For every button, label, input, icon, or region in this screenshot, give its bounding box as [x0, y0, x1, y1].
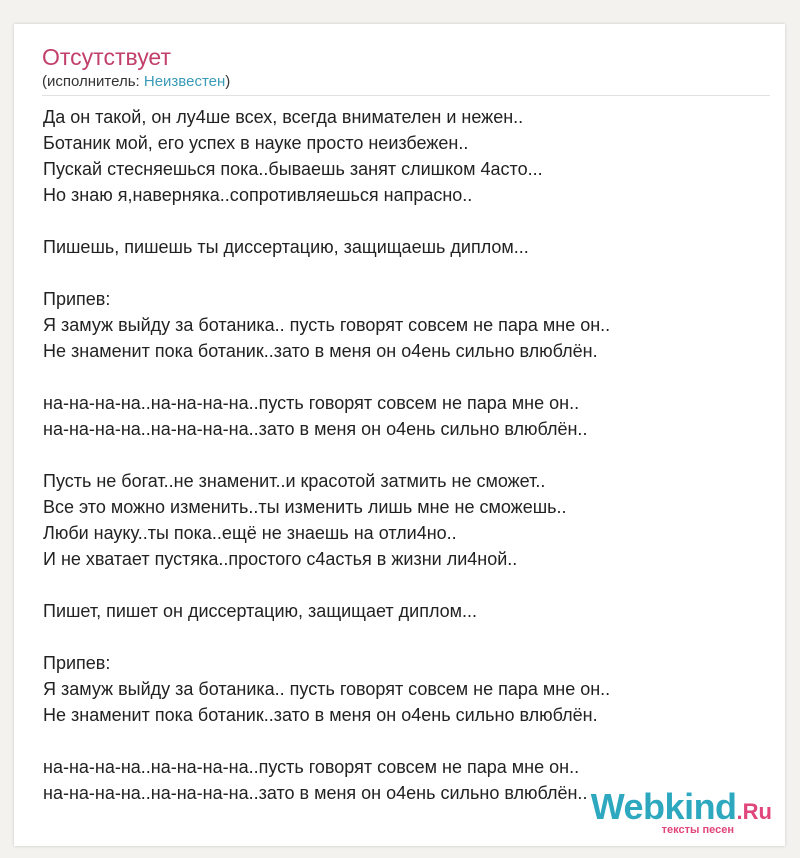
song-title: Отсутствует: [42, 44, 171, 70]
header-divider: [42, 95, 770, 96]
brand-tagline: тексты песен: [661, 824, 734, 836]
artist-link[interactable]: Неизвестен: [143, 73, 226, 90]
lyrics-text: Да он такой, он лу4ше всех, всегда внимателен и нежен.. Ботаник мой, его успех в науке просто неизбежен.. Пускай стесняешься пока..бываешь занят слишком 4асто... Но знаю я,наверняка..сопротивляешься напрасно.. Пишешь, пишешь ты диссертацию, защищаешь диплом... Припев: Я замуж выйду за ботаника.. пусть говорят совсем не пара мне он.. Не знаменит пока ботаник..зато в меня он о4ень сильно влюблён. на-на-на-на..на-на-на-на..пусть говорят совсем не пара мне он.. на-на-на-на..на-на-на-на..зато в меня он о4ень сильно влюблён.. Пусть не богат..не знаменит..и красотой затмить не сможет.. Все это можно изменить..ты изменить лишь мне не сможешь.. Люби науку..ты пока..ещё не знаешь на отли4но.. И не хватает пустяка..простого с4астья в жизни ли4ной.. Пишет, пишет он диссертацию, защищает диплом... Припев: Я замуж выйду за ботаника.. пусть говорят совсем не пара мне он.. Не знаменит пока ботаник..зато в меня он о4ень сильно влюблён. на-на-на-на..на-на-на-на..пусть говорят совсем не пара мне он.. на-на-на-на..на-на-на-на..зато в меня он о4ень сильно влюблён..: [43, 107, 611, 803]
artist-suffix: ): [225, 73, 231, 90]
brand-tld: .Ru: [736, 799, 772, 824]
artist-prefix: (исполнитель:: [42, 73, 144, 90]
brand-name: Webkind: [590, 786, 737, 827]
watermark-logo: [590, 786, 772, 836]
artist-line: [42, 73, 230, 91]
